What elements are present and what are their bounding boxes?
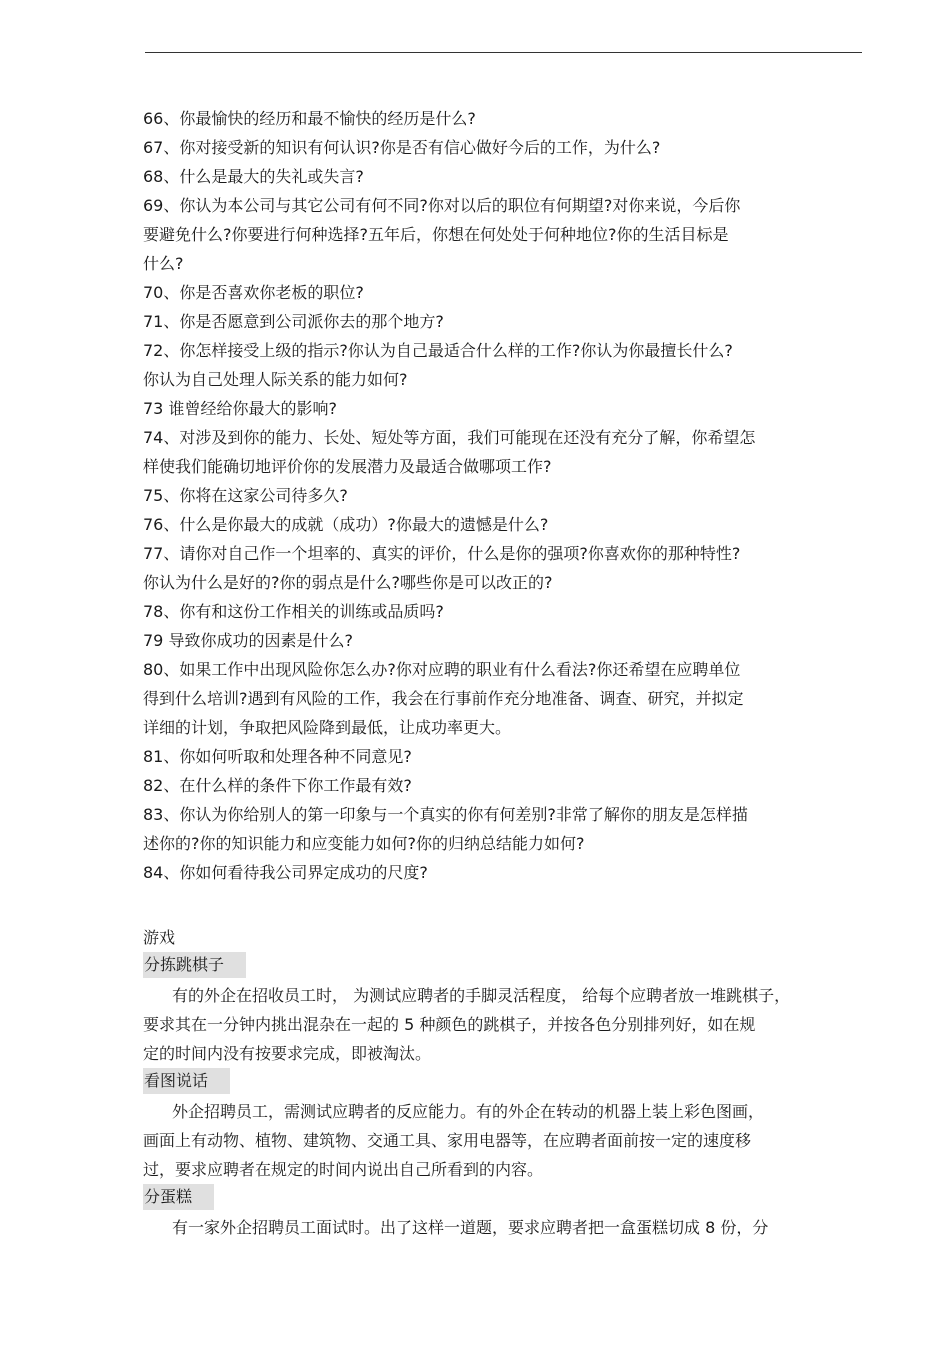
question-item [143,336,883,394]
question-line: 要避免什么?你要进行何种选择?五年后，你想在何处处于何种地位?你的生活目标是 [143,225,729,244]
game-description-line: 有一家外企招聘员工面试时。出了这样一道题，要求应聘者把一盒蛋糕切成 8 份，分 [172,1218,769,1237]
question-line: 67、你对接受新的知识有何认识?你是否有信心做好今后的工作，为什么? [143,138,661,157]
game-name: 分拣跳棋子 [143,952,246,978]
question-line: 76、什么是你最大的成就（成功）?你最大的遗憾是什么? [143,515,549,534]
section-gap [143,887,883,923]
question-item [143,771,883,800]
question-line: 述你的?你的知识能力和应变能力如何?你的归纳总结能力如何? [143,834,585,853]
game-heading [143,1184,883,1213]
question-line: 你认为自己处理人际关系的能力如何? [143,370,408,389]
question-item [143,655,883,742]
game-description-line: 过，要求应聘者在规定的时间内说出自己所看到的内容。 [143,1160,544,1179]
question-line: 78、你有和这份工作相关的训练或品质吗? [143,602,444,621]
question-line: 82、在什么样的条件下你工作最有效? [143,776,412,795]
game-description-line: 画面上有动物、植物、建筑物、交通工具、家用电器等，在应聘者面前按一定的速度移 [143,1131,752,1150]
question-line: 80、如果工作中出现风险你怎么办?你对应聘的职业有什么看法?你还希望在应聘单位 [143,660,741,679]
game-description [143,1097,883,1184]
question-item [143,539,883,597]
question-item [143,307,883,336]
game-description-line: 有的外企在招收员工时， 为测试应聘者的手脚灵活程度， 给每个应聘者放一堆跳棋子， [172,986,791,1005]
question-item [143,394,883,423]
game-description-line: 定的时间内没有按要求完成，即被淘汰。 [143,1044,432,1063]
question-line: 68、什么是最大的失礼或失言? [143,167,364,186]
section-title: 游戏 [143,928,176,947]
question-item [143,162,883,191]
question-item [143,278,883,307]
document-body [143,104,883,1242]
question-line: 75、你将在这家公司待多久? [143,486,348,505]
question-line: 71、你是否愿意到公司派你去的那个地方? [143,312,444,331]
question-line: 73 谁曾经给你最大的影响? [143,399,337,418]
question-line: 81、你如何听取和处理各种不同意见? [143,747,412,766]
question-line: 77、请你对自己作一个坦率的、真实的评价，什么是你的强项?你喜欢你的那种特性? [143,544,741,563]
question-item [143,133,883,162]
game-description [143,981,883,1068]
question-line: 什么? [143,254,184,273]
question-item [143,191,883,278]
game-list [143,952,883,1242]
question-line: 74、对涉及到你的能力、长处、短处等方面，我们可能现在还没有充分了解，你希望怎 [143,428,756,447]
question-line: 得到什么培训?遇到有风险的工作，我会在行事前作充分地准备、调查、研究，并拟定 [143,689,744,708]
game-heading [143,1068,883,1097]
game-section [143,1184,883,1242]
question-line: 79 导致你成功的因素是什么? [143,631,353,650]
header-rule [145,52,862,53]
question-item [143,742,883,771]
game-description-line: 要求其在一分钟内挑出混杂在一起的 5 种颜色的跳棋子，并按各色分别排列好，如在规 [143,1015,756,1034]
question-item [143,800,883,858]
game-description-line: 外企招聘员工，需测试应聘者的反应能力。有的外企在转动的机器上装上彩色图画， [172,1102,765,1121]
question-line: 你认为什么是好的?你的弱点是什么?哪些你是可以改正的? [143,573,553,592]
question-item [143,423,883,481]
question-list [143,104,883,887]
question-item [143,104,883,133]
game-name: 分蛋糕 [143,1184,214,1210]
game-section [143,952,883,1068]
question-item [143,510,883,539]
question-line: 66、你最愉快的经历和最不愉快的经历是什么? [143,109,476,128]
question-line: 84、你如何看待我公司界定成功的尺度? [143,863,428,882]
question-line: 详细的计划，争取把风险降到最低，让成功率更大。 [143,718,512,737]
question-item [143,858,883,887]
question-line: 72、你怎样接受上级的指示?你认为自己最适合什么样的工作?你认为你最擅长什么? [143,341,733,360]
question-line: 69、你认为本公司与其它公司有何不同?你对以后的职位有何期望?对你来说，今后你 [143,196,741,215]
question-item [143,481,883,510]
question-item [143,597,883,626]
game-description [143,1213,883,1242]
question-line: 83、你认为你给别人的第一印象与一个真实的你有何差别?非常了解你的朋友是怎样描 [143,805,748,824]
game-heading [143,952,883,981]
question-line: 70、你是否喜欢你老板的职位? [143,283,364,302]
game-section [143,1068,883,1184]
question-line: 样使我们能确切地评价你的发展潜力及最适合做哪项工作? [143,457,552,476]
question-item [143,626,883,655]
game-name: 看图说话 [143,1068,230,1094]
